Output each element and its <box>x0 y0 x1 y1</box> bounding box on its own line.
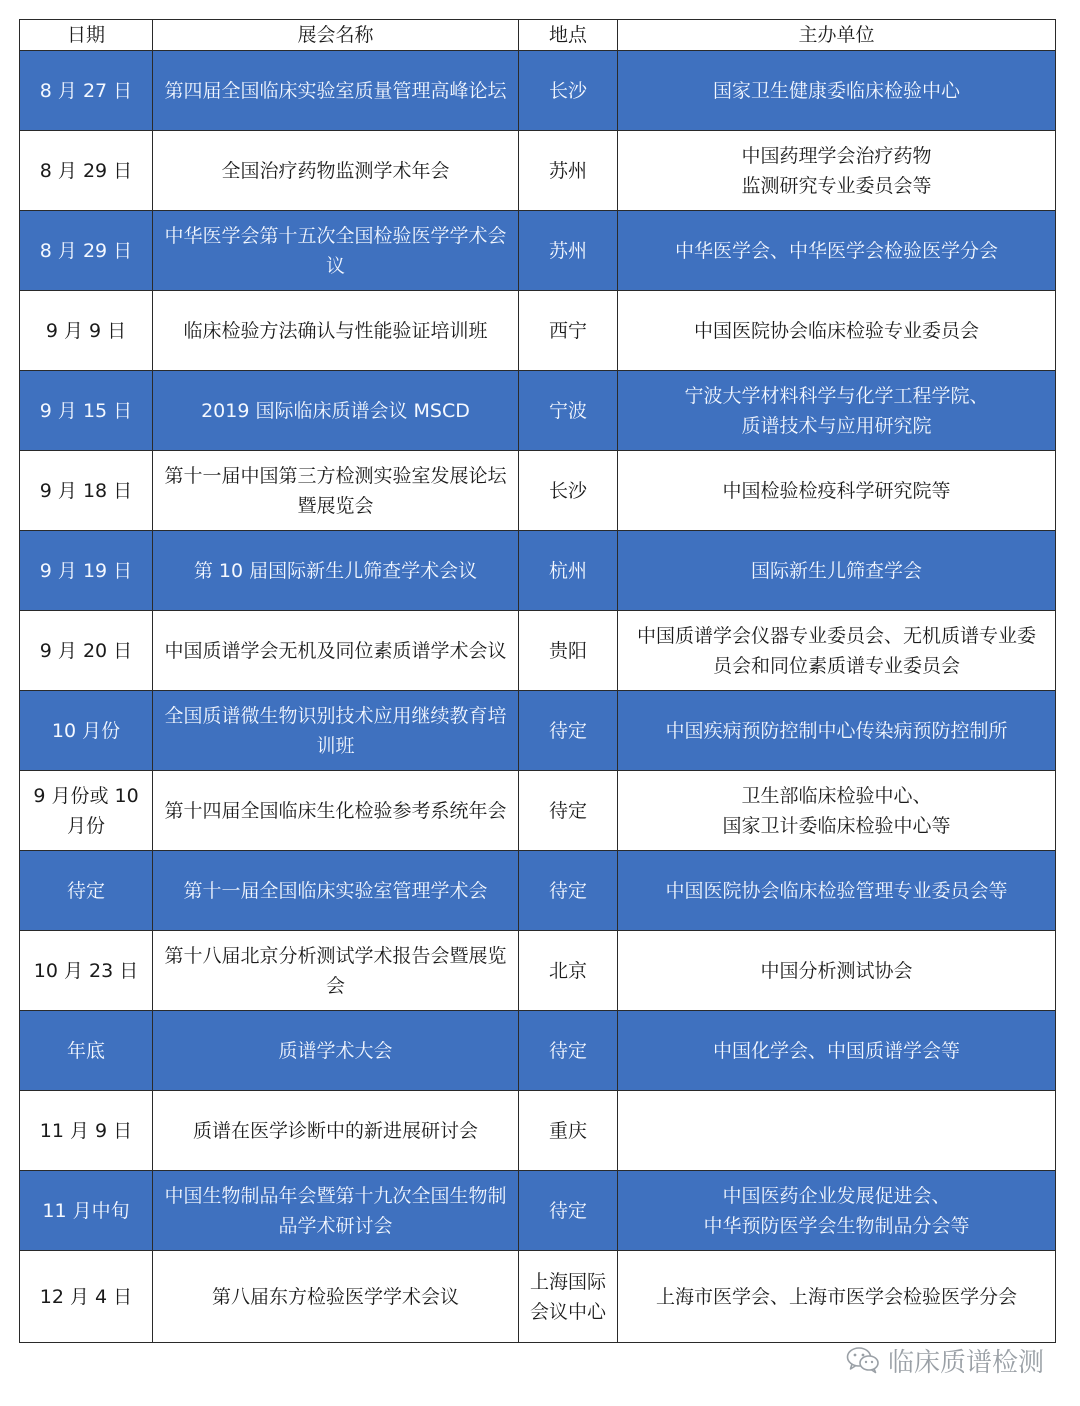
cell-organizer: 卫生部临床检验中心、 国家卫计委临床检验中心等 <box>618 771 1056 851</box>
cell-location: 待定 <box>519 851 618 931</box>
table-row <box>20 1091 1056 1171</box>
cell-location: 待定 <box>519 1011 618 1091</box>
table-header <box>20 20 1056 51</box>
table-row <box>20 691 1056 771</box>
cell-event-name: 全国治疗药物监测学术年会 <box>153 131 519 211</box>
table-row <box>20 771 1056 851</box>
watermark-text: 临床质谱检测 <box>887 1347 1044 1378</box>
cell-event-name: 中华医学会第十五次全国检验医学学术会议 <box>153 211 519 291</box>
cell-date: 10 月份 <box>20 691 153 771</box>
cell-location: 待定 <box>519 691 618 771</box>
watermark <box>846 1342 1044 1378</box>
cell-event-name: 第十八届北京分析测试学术报告会暨展览会 <box>153 931 519 1011</box>
cell-organizer: 国家卫生健康委临床检验中心 <box>618 51 1056 131</box>
cell-event-name: 临床检验方法确认与性能验证培训班 <box>153 291 519 371</box>
table-row <box>20 291 1056 371</box>
cell-organizer: 中国医药企业发展促进会、 中华预防医学会生物制品分会等 <box>618 1171 1056 1251</box>
cell-organizer: 中华医学会、中华医学会检验医学分会 <box>618 211 1056 291</box>
table-row <box>20 531 1056 611</box>
cell-date: 9 月 18 日 <box>20 451 153 531</box>
cell-organizer: 国际新生儿筛查学会 <box>618 531 1056 611</box>
cell-location: 苏州 <box>519 131 618 211</box>
cell-event-name: 中国质谱学会无机及同位素质谱学术会议 <box>153 611 519 691</box>
table-row <box>20 451 1056 531</box>
table-row <box>20 1011 1056 1091</box>
table-row <box>20 371 1056 451</box>
wechat-icon <box>846 1346 880 1374</box>
cell-organizer: 中国分析测试协会 <box>618 931 1056 1011</box>
cell-date: 待定 <box>20 851 153 931</box>
table-row <box>20 211 1056 291</box>
cell-organizer: 上海市医学会、上海市医学会检验医学分会 <box>618 1251 1056 1343</box>
cell-date: 9 月 15 日 <box>20 371 153 451</box>
table-row <box>20 851 1056 931</box>
cell-date: 12 月 4 日 <box>20 1251 153 1343</box>
cell-location: 苏州 <box>519 211 618 291</box>
cell-date: 8 月 29 日 <box>20 211 153 291</box>
cell-location: 长沙 <box>519 51 618 131</box>
cell-location: 杭州 <box>519 531 618 611</box>
cell-organizer: 中国药理学会治疗药物 监测研究专业委员会等 <box>618 131 1056 211</box>
table-row <box>20 611 1056 691</box>
cell-date: 11 月中旬 <box>20 1171 153 1251</box>
cell-location: 待定 <box>519 1171 618 1251</box>
events-table <box>19 19 1056 1343</box>
cell-location: 重庆 <box>519 1091 618 1171</box>
cell-date: 年底 <box>20 1011 153 1091</box>
cell-date: 9 月 20 日 <box>20 611 153 691</box>
cell-date: 10 月 23 日 <box>20 931 153 1011</box>
header-event-name: 展会名称 <box>153 20 519 51</box>
cell-organizer: 中国化学会、中国质谱学会等 <box>618 1011 1056 1091</box>
cell-date: 8 月 27 日 <box>20 51 153 131</box>
cell-event-name: 2019 国际临床质谱会议 MSCD <box>153 371 519 451</box>
cell-organizer: 中国医院协会临床检验管理专业委员会等 <box>618 851 1056 931</box>
cell-organizer: 中国检验检疫科学研究院等 <box>618 451 1056 531</box>
cell-event-name: 中国生物制品年会暨第十九次全国生物制品学术研讨会 <box>153 1171 519 1251</box>
cell-event-name: 第十四届全国临床生化检验参考系统年会 <box>153 771 519 851</box>
table-row <box>20 1251 1056 1343</box>
cell-location: 北京 <box>519 931 618 1011</box>
cell-location: 西宁 <box>519 291 618 371</box>
cell-date: 11 月 9 日 <box>20 1091 153 1171</box>
table-row <box>20 931 1056 1011</box>
cell-location: 贵阳 <box>519 611 618 691</box>
table-row <box>20 131 1056 211</box>
cell-event-name: 第十一届中国第三方检测实验室发展论坛暨展览会 <box>153 451 519 531</box>
table-row <box>20 1171 1056 1251</box>
table-row <box>20 51 1056 131</box>
cell-event-name: 第十一届全国临床实验室管理学术会 <box>153 851 519 931</box>
cell-date: 9 月 9 日 <box>20 291 153 371</box>
cell-event-name: 质谱学术大会 <box>153 1011 519 1091</box>
cell-location: 待定 <box>519 771 618 851</box>
cell-date: 9 月 19 日 <box>20 531 153 611</box>
cell-date: 9 月份或 10 月份 <box>20 771 153 851</box>
cell-event-name: 全国质谱微生物识别技术应用继续教育培训班 <box>153 691 519 771</box>
cell-location: 长沙 <box>519 451 618 531</box>
table-body <box>20 51 1056 1343</box>
cell-event-name: 第 10 届国际新生儿筛查学术会议 <box>153 531 519 611</box>
cell-location: 宁波 <box>519 371 618 451</box>
header-row <box>20 20 1056 51</box>
cell-organizer: 中国医院协会临床检验专业委员会 <box>618 291 1056 371</box>
cell-organizer: 中国质谱学会仪器专业委员会、无机质谱专业委员会和同位素质谱专业委员会 <box>618 611 1056 691</box>
header-organizer: 主办单位 <box>618 20 1056 51</box>
cell-organizer <box>618 1091 1056 1171</box>
cell-date: 8 月 29 日 <box>20 131 153 211</box>
cell-event-name: 第八届东方检验医学学术会议 <box>153 1251 519 1343</box>
cell-event-name: 第四届全国临床实验室质量管理高峰论坛 <box>153 51 519 131</box>
cell-organizer: 宁波大学材料科学与化学工程学院、 质谱技术与应用研究院 <box>618 371 1056 451</box>
header-location: 地点 <box>519 20 618 51</box>
header-date: 日期 <box>20 20 153 51</box>
cell-event-name: 质谱在医学诊断中的新进展研讨会 <box>153 1091 519 1171</box>
cell-location: 上海国际会议中心 <box>519 1251 618 1343</box>
cell-organizer: 中国疾病预防控制中心传染病预防控制所 <box>618 691 1056 771</box>
